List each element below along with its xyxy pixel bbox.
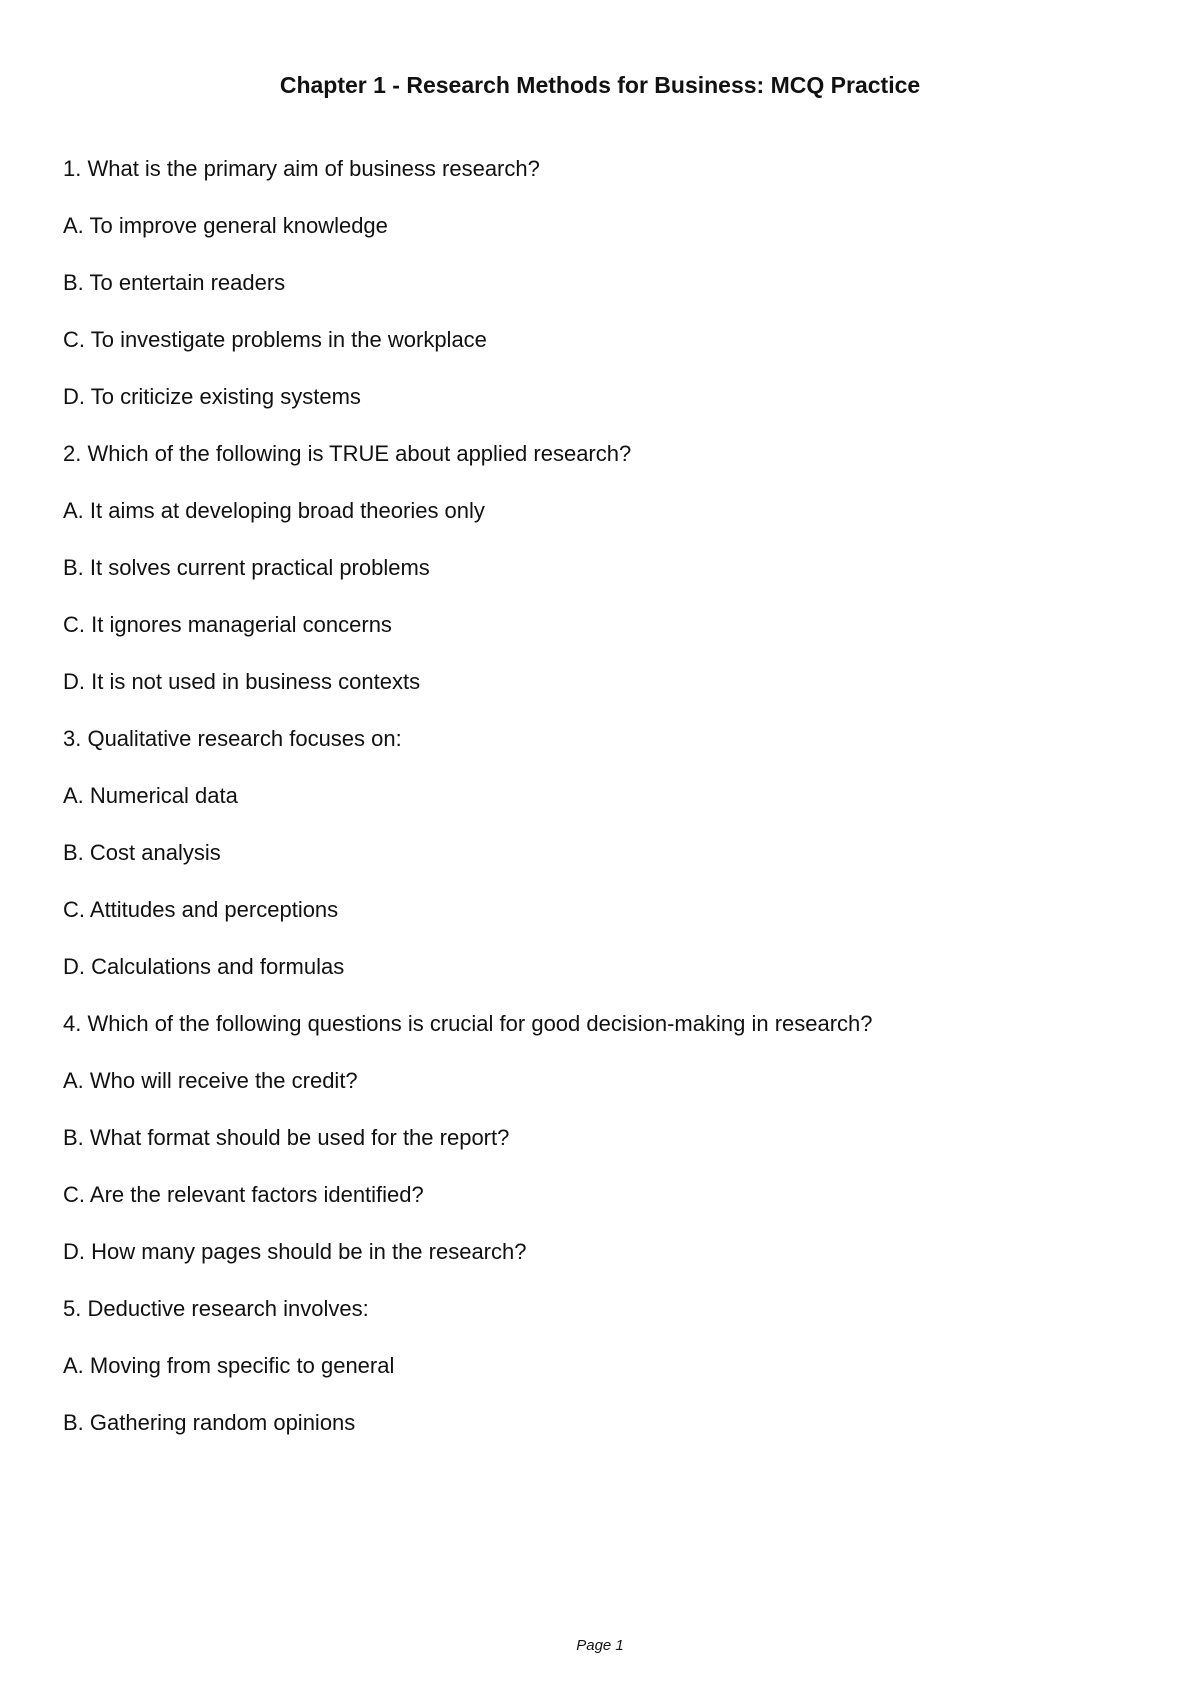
answer-option-a: A. Who will receive the credit?	[63, 1068, 358, 1093]
answer-option-c: C. To investigate problems in the workplace	[63, 327, 487, 352]
question-text: 4. Which of the following questions is crucial for good decision-making in research?	[63, 1011, 873, 1036]
answer-option-b: B. Cost analysis	[63, 840, 221, 865]
question-2	[63, 441, 1143, 695]
question-text: 2. Which of the following is TRUE about applied research?	[63, 441, 632, 466]
answer-option-c: C. Are the relevant factors identified?	[63, 1182, 424, 1207]
question-list	[63, 156, 1143, 1436]
question-text: 3. Qualitative research focuses on:	[63, 726, 402, 751]
document-title: Chapter 1 - Research Methods for Business: MCQ Practice	[279, 72, 921, 98]
answer-option-c: C. Attitudes and perceptions	[63, 897, 339, 922]
question-1	[63, 156, 1143, 410]
answer-option-a: A. To improve general knowledge	[63, 213, 388, 238]
answer-option-d: D. It is not used in business contexts	[63, 669, 421, 694]
question-4	[63, 1011, 1143, 1265]
answer-option-c: C. It ignores managerial concerns	[63, 612, 392, 637]
answer-option-d: D. Calculations and formulas	[63, 954, 345, 979]
answer-option-b: B. It solves current practical problems	[63, 555, 430, 580]
question-3	[63, 726, 1143, 980]
answer-option-b: B. To entertain readers	[63, 270, 286, 295]
question-text: 5. Deductive research involves:	[63, 1296, 369, 1321]
answer-option-a: A. Moving from specific to general	[63, 1353, 395, 1378]
question-5	[63, 1296, 1143, 1436]
answer-option-d: D. To criticize existing systems	[63, 384, 361, 409]
answer-option-d: D. How many pages should be in the research?	[63, 1239, 527, 1264]
answer-option-a: A. It aims at developing broad theories only	[63, 498, 485, 523]
answer-option-b: B. What format should be used for the report?	[63, 1125, 510, 1150]
answer-option-b: B. Gathering random opinions	[63, 1410, 356, 1435]
page-number: Page 1	[576, 1637, 624, 1654]
question-text: 1. What is the primary aim of business research?	[63, 156, 540, 181]
answer-option-a: A. Numerical data	[63, 783, 238, 808]
